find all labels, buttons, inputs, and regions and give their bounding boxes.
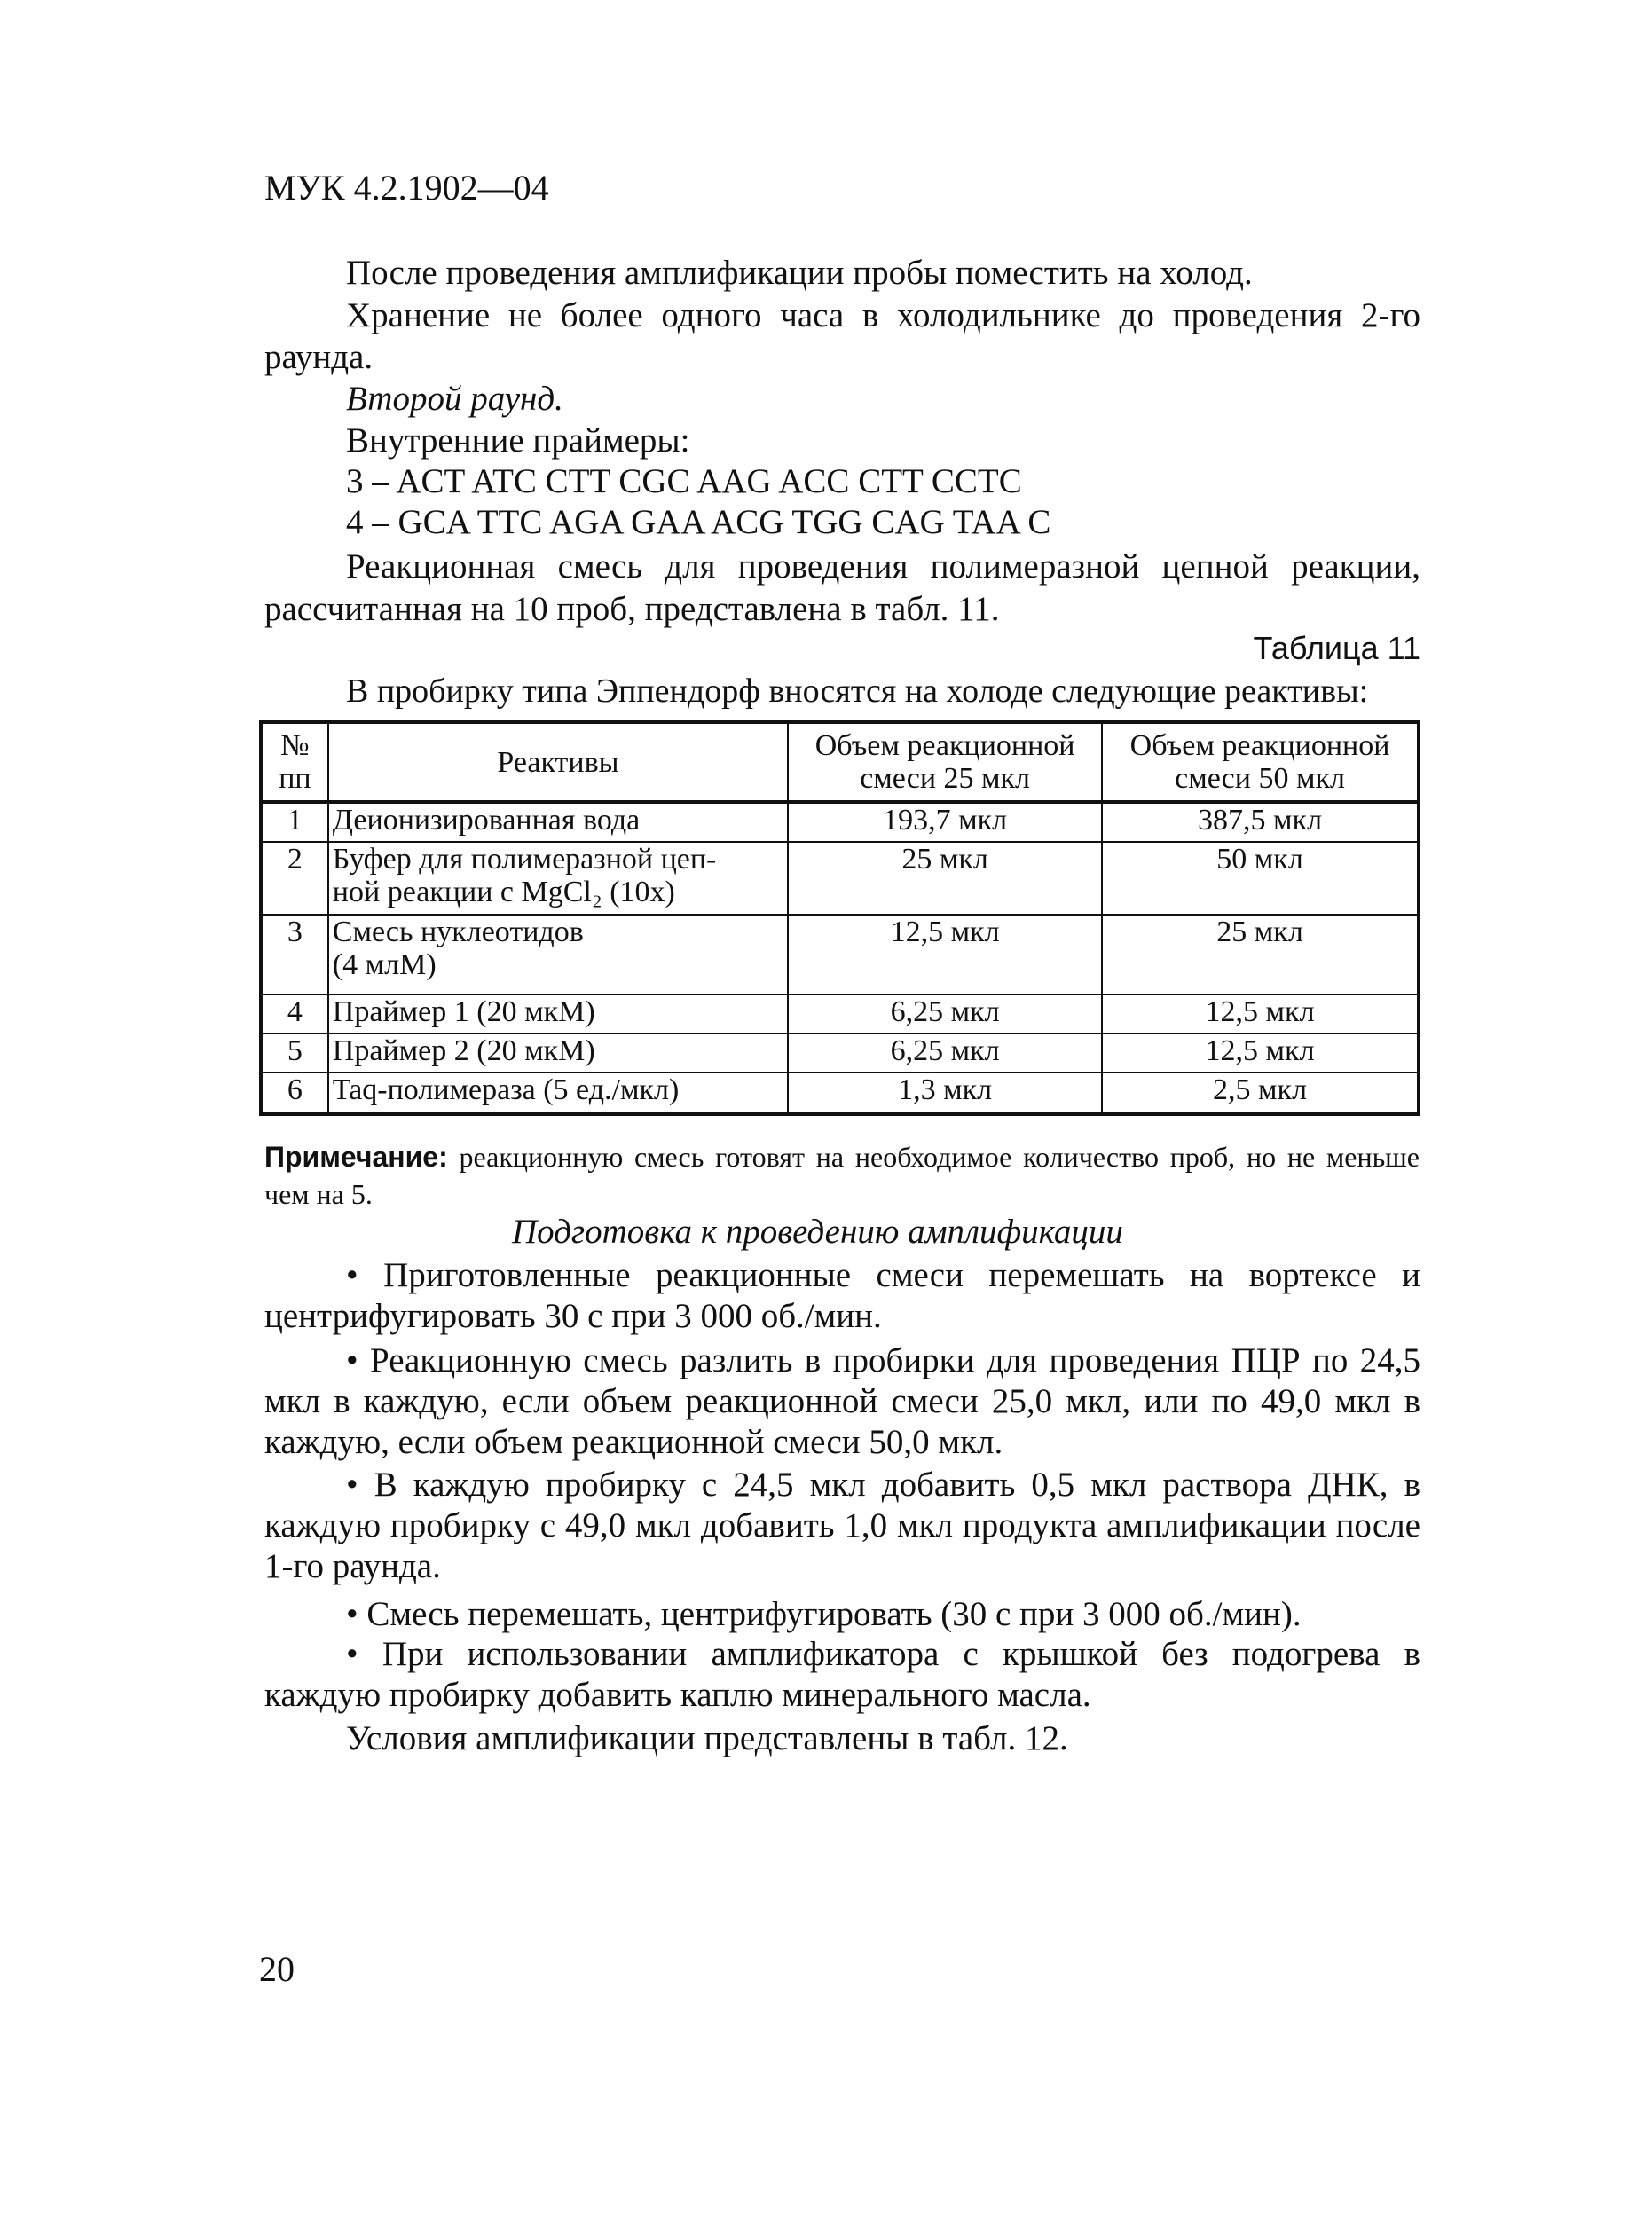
volume-25: 25 мкл	[788, 842, 1102, 915]
reagent-name: Смесь нуклеотидов (4 млМ)	[328, 915, 788, 994]
volume-50: 50 мкл	[1102, 842, 1419, 915]
volume-25: 1,3 мкл	[788, 1073, 1102, 1114]
primer-4-sequence: 4 – GCA TTC AGA GAA ACG TGG CAG TAA C	[346, 503, 1051, 541]
prep-bullet-mineral-oil: • При использовании амплификатора с крышкой без подогрева в каждую пробирку добавить каплю минерального масла.	[264, 1635, 1420, 1714]
row-number: 4	[261, 994, 328, 1034]
table-row	[261, 994, 1419, 1034]
paragraph-after-amplification: После проведения амплификации пробы поместить на холод.	[346, 254, 1253, 292]
row-number: 3	[261, 915, 328, 994]
reagent-name: Taq-полимераза (5 ед./мкл)	[328, 1073, 788, 1114]
prep-heading: Подготовка к проведению амплификации	[512, 1213, 1123, 1251]
row-number: 2	[261, 842, 328, 915]
volume-50: 12,5 мкл	[1102, 1034, 1419, 1073]
reagent-name: Деионизированная вода	[328, 802, 788, 842]
prep-bullet-mix: • Смесь перемешать, центрифугировать (30 с при 3 000 об./мин).	[346, 1595, 1302, 1633]
reagent-name: Буфер для полимеразной цеп- ной реакции с MgCl₂ (10х)	[328, 842, 788, 915]
table-row	[261, 842, 1419, 915]
reagents-table	[259, 720, 1420, 1116]
table-caption: В пробирку типа Эппендорф вносятся на холоде следующие реактивы:	[346, 672, 1369, 710]
second-round-heading: Второй раунд.	[346, 380, 563, 418]
volume-25: 6,25 мкл	[788, 1034, 1102, 1073]
volume-25: 6,25 мкл	[788, 994, 1102, 1034]
prep-bullet-vortex: • Приготовленные реакционные смеси перемешать на вортексе и центрифугировать 30 с при 3 000 об./мин.	[264, 1256, 1420, 1335]
table-label: Таблица 11	[1253, 630, 1420, 666]
note-label: Примечание:	[264, 1141, 448, 1173]
note-text: реакционную смесь готовят на необходимое количество проб, но не меньше чем на 5.	[264, 1141, 1420, 1210]
volume-50: 12,5 мкл	[1102, 994, 1419, 1034]
header-volume-25: Объем реакционной смеси 25 мкл	[788, 722, 1102, 802]
reagent-name: Праймер 1 (20 мкМ)	[328, 994, 788, 1034]
row-number: 5	[261, 1034, 328, 1073]
table-header-row	[261, 722, 1419, 802]
row-number: 6	[261, 1073, 328, 1114]
table-row	[261, 802, 1419, 842]
primer-3-sequence: 3 – ACT ATC CTT CGC AAG ACC CTT CCTC	[346, 462, 1022, 500]
document-code-header: МУК 4.2.1902—04	[264, 168, 549, 208]
amplification-conditions-ref: Условия амплификации представлены в табл. 12.	[346, 1719, 1068, 1757]
volume-50: 387,5 мкл	[1102, 802, 1419, 842]
page-number: 20	[259, 1949, 295, 1989]
volume-50: 25 мкл	[1102, 915, 1419, 994]
paragraph-reaction-mix-line1: Реакционная смесь для проведения полимеразной цепной реакции,	[346, 547, 1420, 586]
table-row	[261, 915, 1419, 994]
table-row	[261, 1073, 1419, 1114]
header-number: № пп	[261, 722, 328, 802]
reagent-name: Праймер 2 (20 мкМ)	[328, 1034, 788, 1073]
prep-bullet-dispense: • Реакционную смесь разлить в пробирки для проведения ПЦР по 24,5 мкл в каждую, если объем реакционной смеси 25,0 мкл, или по 49,0 мкл в каждую, если объем реакционной смеси 50,0 мкл.	[264, 1341, 1420, 1461]
paragraph-storage-line1: Хранение не более одного часа в холодильнике до проведения 2-го	[346, 296, 1420, 334]
table-note	[264, 1138, 1420, 1213]
header-volume-50: Объем реакционной смеси 50 мкл	[1102, 722, 1419, 802]
paragraph-reaction-mix-line2: рассчитанная на 10 проб, представлена в табл. 11.	[264, 590, 1000, 628]
table-row	[261, 1034, 1419, 1073]
inner-primers-label: Внутренние праймеры:	[346, 421, 690, 460]
header-reagents: Реактивы	[328, 722, 788, 802]
volume-50: 2,5 мкл	[1102, 1073, 1419, 1114]
paragraph-storage-line2: раунда.	[264, 338, 374, 376]
prep-bullet-add-dna: • В каждую пробирку с 24,5 мкл добавить 0,5 мкл раствора ДНК, в каждую пробирку с 49,0 мкл добавить 1,0 мкл продукта амплификации после 1-го раунда.	[264, 1466, 1420, 1585]
volume-25: 193,7 мкл	[788, 802, 1102, 842]
volume-25: 12,5 мкл	[788, 915, 1102, 994]
row-number: 1	[261, 802, 328, 842]
